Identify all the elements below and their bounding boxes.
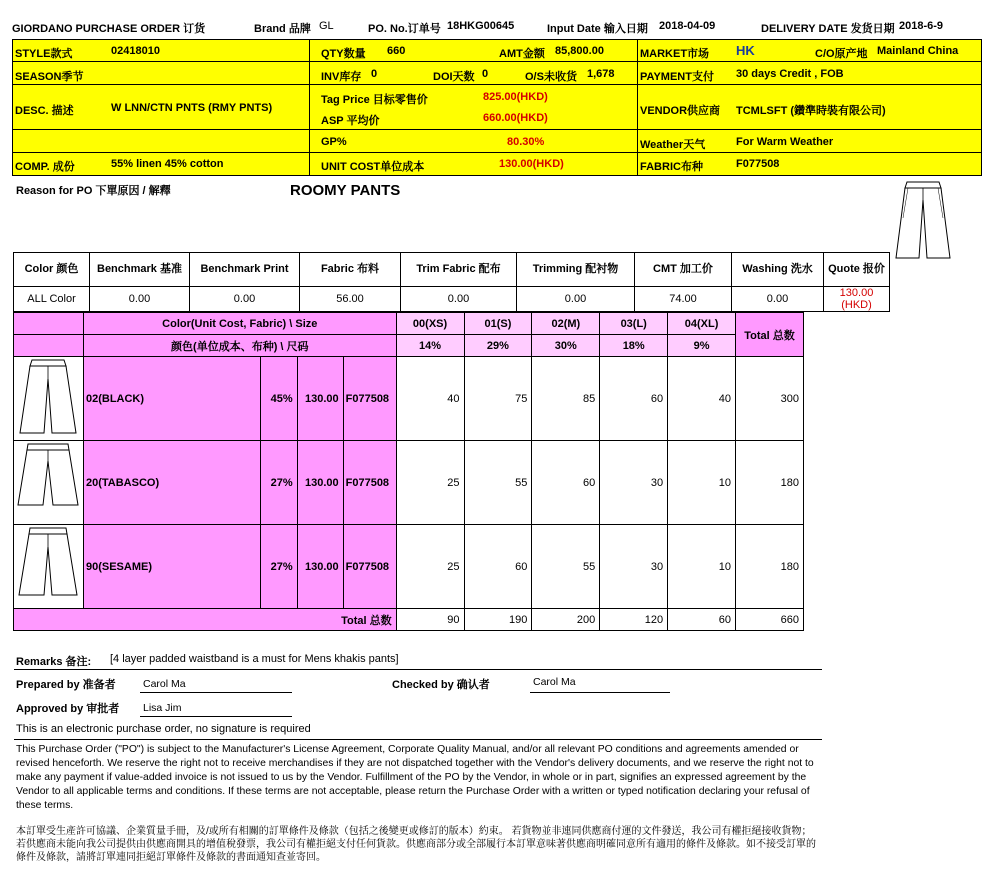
row-qty: 40 (668, 357, 736, 441)
row-qty: 75 (464, 357, 532, 441)
comp-label: COMP. 成份 (15, 161, 75, 173)
row-cost: 130.00 (297, 525, 343, 609)
bench-header-cmt: CMT 加工价 (635, 253, 732, 287)
remarks-label: Remarks 备注: (16, 656, 92, 668)
size-pct: 18% (600, 335, 668, 357)
market-label: MARKET市场 (640, 48, 710, 60)
input-date-label: Input Date 输入日期 (547, 23, 648, 35)
comp-value: 55% linen 45% cotton (111, 158, 224, 170)
row-color: 02(BLACK) (83, 357, 260, 441)
terms-english: This Purchase Order ("PO") is subject to the Manufacturer's License Agreement, Corporate Quality Manual, and/or all relevant PO conditions and agreements amended or revised henceforth. We reserve the right not to receive merchandises if they are not dispatched together with the Vendor's delivery documents, and we reserve the right not to make any payment if value-added invoice is not issued to us by the Vendor. Fulfillment of the PO by the Vendor, in whole or in part, signifies an expressed agreement by the Vendor to all applicable terms and conditions. If these terms are not acceptable, please return the Purchase Order with a written or typed notification declaring your refusal of these terms. (16, 744, 814, 811)
row-pct: 27% (260, 525, 297, 609)
bench-header-benchmark: Benchmark 基准 (90, 253, 190, 287)
tag-price-label: Tag Price 目标零售价 (321, 94, 428, 106)
row-qty: 55 (532, 525, 600, 609)
image-header-cell (14, 313, 84, 335)
weather-label: Weather天气 (640, 139, 706, 151)
row-qty: 25 (396, 441, 464, 525)
approved-by: Lisa Jim (143, 702, 182, 714)
delivery-date: 2018-6-9 (899, 20, 944, 32)
bench-value-quote: 130.00 (HKD) (824, 287, 890, 312)
style-label: STYLE款式 (15, 48, 73, 60)
checked-by: Carol Ma (533, 676, 576, 688)
bench-value-washing: 0.00 (732, 287, 824, 312)
po-number: 18HKG00645 (447, 20, 515, 32)
shorts-sketch-icon (14, 441, 82, 521)
row-total: 180 (736, 441, 804, 525)
row-qty: 55 (464, 441, 532, 525)
row-pct: 45% (260, 357, 297, 441)
po-info-grid (12, 39, 982, 176)
row-color: 20(TABASCO) (83, 441, 260, 525)
table-row (14, 441, 804, 525)
approved-label: Approved by 审批者 (16, 703, 120, 715)
gp-label: GP% (321, 136, 347, 148)
po-title: GIORDANO PURCHASE ORDER 订货 (12, 23, 206, 35)
row-cost: 130.00 (297, 441, 343, 525)
desc-label: DESC. 描述 (15, 105, 74, 117)
bench-header-fabric: Fabric 布料 (300, 253, 401, 287)
row-fabric: F077508 (343, 441, 396, 525)
row-qty: 85 (532, 357, 600, 441)
size-label: 03(L) (600, 313, 668, 335)
row-qty: 60 (600, 357, 668, 441)
benchmark-table (13, 252, 890, 312)
grand-total: 660 (736, 609, 804, 631)
table-row (14, 357, 804, 441)
qty-label: QTY数量 (321, 48, 366, 60)
culottes-sketch-icon (14, 525, 82, 605)
tag-price-value: 825.00(HKD) (483, 91, 548, 103)
grand-qty: 190 (464, 609, 532, 631)
unit-cost-label: UNIT COST单位成本 (321, 161, 425, 173)
size-label: 04(XL) (668, 313, 736, 335)
size-label: 02(M) (532, 313, 600, 335)
unit-cost-value: 130.00(HKD) (499, 158, 564, 170)
size-header-cn: 颜色(单位成本、布种) \ 尺码 (83, 335, 396, 357)
remarks-text: [4 layer padded waistband is a must for Mens khakis pants] (110, 653, 399, 665)
grand-qty: 90 (396, 609, 464, 631)
style-value: 02418010 (111, 45, 160, 57)
size-header-en: Color(Unit Cost, Fabric) \ Size (83, 313, 396, 335)
row-total: 300 (736, 357, 804, 441)
size-label: 00(XS) (396, 313, 464, 335)
size-breakdown-table (13, 312, 804, 631)
size-pct: 9% (668, 335, 736, 357)
po-label: PO. No.订单号 (368, 23, 441, 35)
grand-total-label: Total 总数 (14, 609, 397, 631)
row-total: 180 (736, 525, 804, 609)
bench-header-benchmark-print: Benchmark Print (190, 253, 300, 287)
grand-qty: 200 (532, 609, 600, 631)
origin-label: C/O原产地 (815, 48, 868, 60)
brand-value: GL (319, 20, 334, 32)
bench-header-color: Color 颜色 (14, 253, 90, 287)
asp-label: ASP 平均价 (321, 115, 380, 127)
row-qty: 60 (532, 441, 600, 525)
grand-qty: 60 (668, 609, 736, 631)
payment-label: PAYMENT支付 (640, 71, 714, 83)
inv-value: 0 (371, 68, 378, 80)
gp-value: 80.30% (507, 136, 545, 148)
fabric-value: F077508 (736, 158, 780, 170)
weather-value: For Warm Weather (736, 136, 834, 148)
vendor-value: TCMLSFT (鑽準時裝有限公司) (736, 105, 886, 117)
os-value: 1,678 (587, 68, 615, 80)
desc-value: W LNN/CTN PNTS (RMY PNTS) (111, 102, 273, 114)
asp-value: 660.00(HKD) (483, 112, 548, 124)
bench-header-quote: Quote 报价 (824, 253, 890, 287)
inv-label: INV库存 (321, 71, 362, 83)
amt-label: AMT金额 (499, 48, 545, 60)
row-pct: 27% (260, 441, 297, 525)
size-pct: 29% (464, 335, 532, 357)
row-qty: 25 (396, 525, 464, 609)
season-label: SEASON季节 (15, 71, 84, 83)
row-color: 90(SESAME) (83, 525, 260, 609)
row-qty: 60 (464, 525, 532, 609)
doi-value: 0 (482, 68, 489, 80)
color-sketch-cell (14, 357, 84, 441)
bench-value-trimming: 0.00 (517, 287, 635, 312)
image-header-cell (14, 335, 84, 357)
size-pct: 30% (532, 335, 600, 357)
prepared-by: Carol Ma (143, 678, 186, 690)
reason-label: Reason for PO 下單原因 / 解釋 (16, 185, 171, 197)
market-value: HK (736, 43, 755, 58)
size-label: 01(S) (464, 313, 532, 335)
color-sketch-cell (14, 441, 84, 525)
input-date: 2018-04-09 (659, 20, 716, 32)
row-fabric: F077508 (343, 525, 396, 609)
bench-value-fabric: 56.00 (300, 287, 401, 312)
size-pct: 14% (396, 335, 464, 357)
fabric-label: FABRIC布种 (640, 161, 703, 173)
row-fabric: F077508 (343, 357, 396, 441)
delivery-label: DELIVERY DATE 发货日期 (761, 23, 895, 35)
vendor-label: VENDOR供应商 (640, 105, 721, 117)
bench-header-trimming: Trimming 配衬物 (517, 253, 635, 287)
terms-chinese: 本訂單受生產許可協議、企業質量手冊，及/或所有相關的訂單條件及條款（包括之後變更或修訂的版本）約束。 若貨物並非連同供應商付運的文件發送，我公司有權拒絕接收貨物；若供應商未能向我公司提供由供應商開具的增值稅發票，我公司有權拒絕支付任何貨款。供應商部分或全部履行本訂單意味著供應商明確同意所有適用的條件及條款。如不接受訂單的條件及條款，請將訂單連同拒絕訂單條件及條款的書面通知查並寄回。 (16, 826, 816, 863)
row-qty: 10 (668, 441, 736, 525)
row-qty: 30 (600, 441, 668, 525)
origin-value: Mainland China (877, 45, 959, 57)
prepared-label: Prepared by 准备者 (16, 679, 116, 691)
qty-value: 660 (387, 45, 406, 57)
row-cost: 130.00 (297, 357, 343, 441)
pants-sketch-image (893, 178, 953, 262)
bench-value-benchmark-print: 0.00 (190, 287, 300, 312)
grand-total-row (14, 609, 804, 631)
total-header: Total 总数 (736, 313, 804, 357)
row-qty: 40 (396, 357, 464, 441)
grand-qty: 120 (600, 609, 668, 631)
electronic-note: This is an electronic purchase order, no signature is required (16, 723, 311, 735)
pants-sketch-icon (14, 357, 82, 437)
row-qty: 30 (600, 525, 668, 609)
brand-label: Brand 品牌 (254, 23, 311, 35)
bench-header-trim-fabric: Trim Fabric 配布 (401, 253, 517, 287)
bench-header-washing: Washing 洗水 (732, 253, 824, 287)
doi-label: DOI天数 (433, 71, 475, 83)
bench-value-color: ALL Color (14, 287, 90, 312)
amt-value: 85,800.00 (555, 45, 604, 57)
row-qty: 10 (668, 525, 736, 609)
bench-value-trim-fabric: 0.00 (401, 287, 517, 312)
checked-label: Checked by 确认者 (392, 679, 490, 691)
product-name: ROOMY PANTS (290, 182, 401, 199)
payment-value: 30 days Credit , FOB (736, 68, 844, 80)
bench-value-benchmark: 0.00 (90, 287, 190, 312)
table-row (14, 525, 804, 609)
color-sketch-cell (14, 525, 84, 609)
bench-value-cmt: 74.00 (635, 287, 732, 312)
os-label: O/S未收货 (525, 71, 577, 83)
